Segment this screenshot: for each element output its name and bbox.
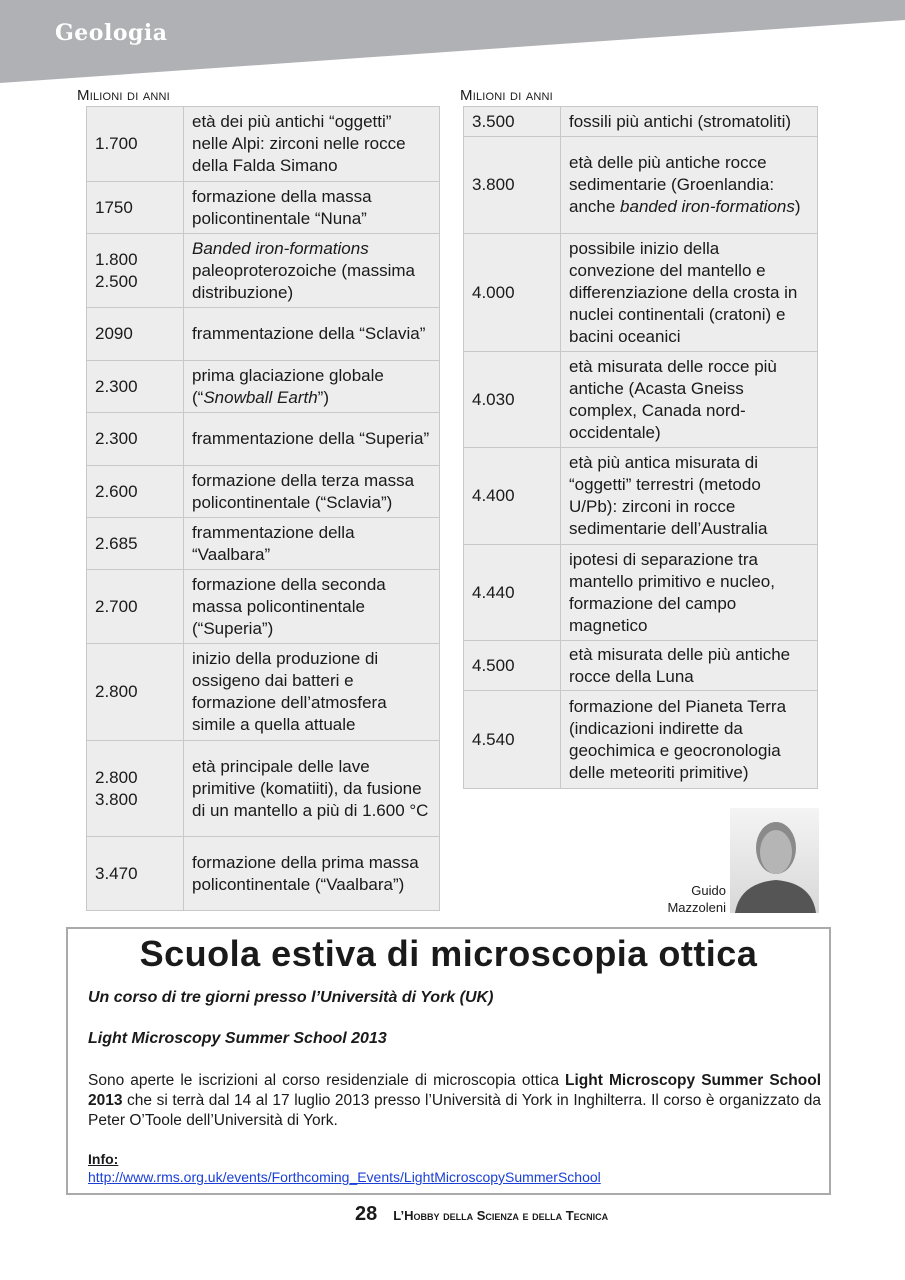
event-cell: età più antica misurata di “oggetti” terrestri (metodo U/Pb): zirconi in rocce sedimentarie dell’Australia [561,448,818,545]
years-cell: 2.685 [87,518,184,570]
info-label: Info: [88,1151,119,1167]
table-row [464,448,818,545]
author-photo [730,808,819,913]
table-row [87,518,440,570]
notice-box [66,927,831,1195]
event-cell: formazione del Pianeta Terra (indicazioni indirette da geochimica e geocronologia delle meteoriti primitive) [561,691,818,789]
table-row [464,641,818,691]
notice-title: Scuola estiva di microscopia ottica [139,933,758,974]
event-cell: frammentazione della “Vaalbara” [184,518,440,570]
table-row [87,308,440,361]
years-cell: 2090 [87,308,184,361]
years-cell: 2.700 [87,570,184,644]
page-footer [355,1203,608,1226]
years-cell: 3.470 [87,837,184,911]
event-cell: età misurata delle più antiche rocce della Luna [561,641,818,691]
table-row [87,837,440,911]
years-cell: 2.800 3.800 [87,741,184,837]
table-row [87,413,440,466]
years-cell: 4.540 [464,691,561,789]
years-cell: 4.440 [464,545,561,641]
table-row [87,234,440,308]
magazine-name: L’Hobby della Scienza e della Tecnica [393,1208,609,1223]
event-cell: fossili più antichi (stromatoliti) [561,107,818,137]
table-row [87,466,440,518]
event-cell: formazione della terza massa policontinentale (“Sclavia”) [184,466,440,518]
notice-subtitle-2: Light Microscopy Summer School 2013 [88,1030,387,1047]
section-title: Geologia [55,20,168,46]
table-row [464,234,818,352]
table-row [464,107,818,137]
right-table-caption: Milioni di anni [460,87,553,104]
body-text-end: che si terrà dal 14 al 17 luglio 2013 presso l’Università di York in Inghilterra. Il corso è organizzato da Peter O’Toole dell’Università di York. [88,1092,821,1129]
years-cell: 1.800 2.500 [87,234,184,308]
years-cell: 1.700 [87,107,184,182]
right-timeline-table [463,106,818,789]
event-cell: Banded iron-formations paleoproterozoiche (massima distribuzione) [184,234,440,308]
table-row [464,137,818,234]
years-cell: 4.000 [464,234,561,352]
years-cell: 3.500 [464,107,561,137]
years-cell: 4.500 [464,641,561,691]
table-row [87,570,440,644]
years-cell: 3.800 [464,137,561,234]
table-row [87,741,440,837]
event-cell: età misurata delle rocce più antiche (Acasta Gneiss complex, Canada nord-occidentale) [561,352,818,448]
event-cell: ipotesi di separazione tra mantello primitivo e nucleo, formazione del campo magnetico [561,545,818,641]
body-text: Sono aperte le iscrizioni al corso residenziale di microscopia ottica [88,1072,566,1089]
years-cell: 2.300 [87,361,184,413]
table-row [87,182,440,234]
event-cell: età delle più antiche rocce sedimentarie (Groenlandia: anche banded iron-formations) [561,137,818,234]
event-cell: frammentazione della “Sclavia” [184,308,440,361]
notice-body [88,1071,821,1131]
table-row [464,352,818,448]
left-table-caption: Milioni di anni [77,87,170,104]
table-row [87,361,440,413]
left-timeline-table [86,106,440,911]
event-cell: età dei più antichi “oggetti” nelle Alpi: zirconi nelle rocce della Falda Simano [184,107,440,182]
table-row [87,107,440,182]
years-cell: 2.300 [87,413,184,466]
event-cell: inizio della produzione di ossigeno dai batteri e formazione dell’atmosfera simile a quella attuale [184,644,440,741]
event-cell: età principale delle lave primitive (komatiiti), da fusione di un mantello a più di 1.600 °C [184,741,440,837]
page-number: 28 [355,1203,378,1225]
body-bold: Light Microscopy Summer School 2013 [88,1072,822,1109]
table-row [87,644,440,741]
author-caption: Guido Mazzoleni [667,883,726,915]
event-cell: possibile inizio della convezione del mantello e differenziazione della crosta in nuclei continentali (cratoni) e bacini oceanici [561,234,818,352]
years-cell: 1750 [87,182,184,234]
years-cell: 2.800 [87,644,184,741]
years-cell: 4.030 [464,352,561,448]
notice-subtitle: Un corso di tre giorni presso l’Università di York (UK) [88,989,494,1006]
years-cell: 2.600 [87,466,184,518]
event-cell: formazione della massa policontinentale “Nuna” [184,182,440,234]
years-cell: 4.400 [464,448,561,545]
event-cell: prima glaciazione globale (“Snowball Earth”) [184,361,440,413]
event-cell: formazione della prima massa policontinentale (“Vaalbara”) [184,837,440,911]
event-cell: formazione della seconda massa policontinentale (“Superia”) [184,570,440,644]
table-row [464,691,818,789]
table-row [464,545,818,641]
info-link[interactable]: http://www.rms.org.uk/events/Forthcoming_Events/LightMicroscopySummerSchool [88,1169,601,1185]
event-cell: frammentazione della “Superia” [184,413,440,466]
